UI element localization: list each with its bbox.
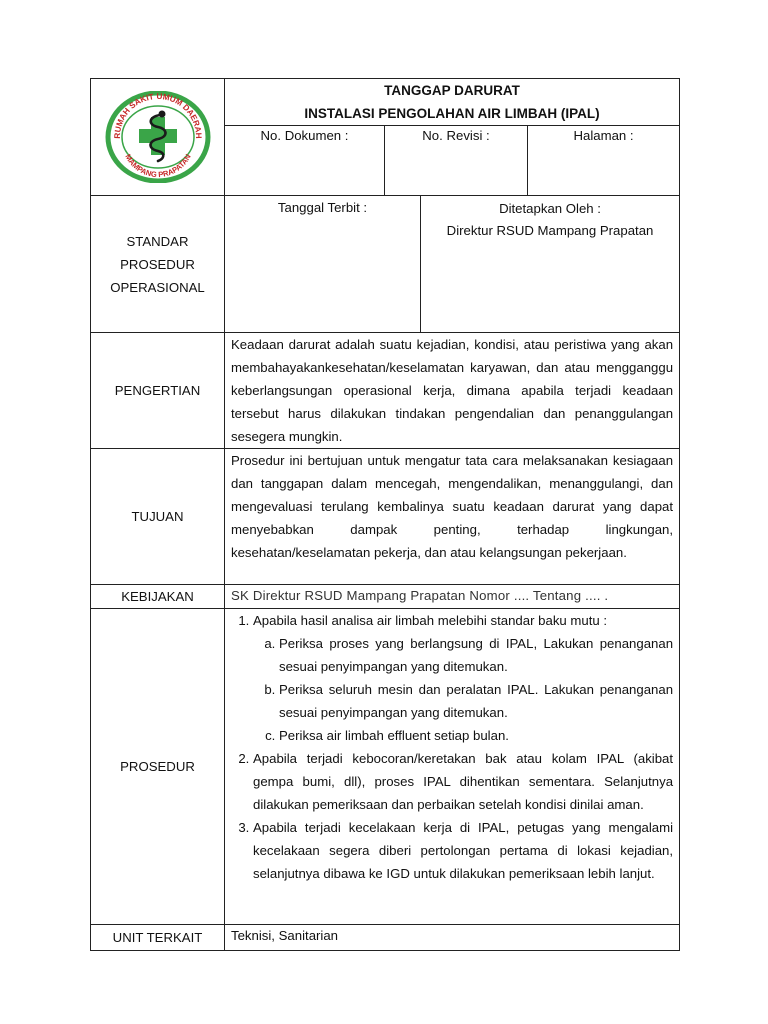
prosedur-step-1 [253,609,673,747]
sop-label-line2: PROSEDUR [120,256,195,272]
prosedur-step-1a: a. Periksa proses yang berlangsung di IPAL, Lakukan penanganan sesuai penyimpangan yang ditemukan. [279,632,673,678]
tanggal-terbit-cell [225,196,421,333]
ditetapkan-cell [421,196,680,333]
prosedur-step-1b: b. Periksa seluruh mesin dan peralatan IPAL. Lakukan penanganan sesuai penyimpangan yang ditemukan. [279,678,673,724]
tujuan-label: TUJUAN [131,509,184,524]
prosedur-step-3: 3. Apabila terjadi kecelakaan kerja di IPAL, petugas yang mengalami kecelakaan segera diberi pertolongan pertama di lokasi kejadian, selanjutnya dibawa ke IGD untuk dilakukan pemeriksaan lebih lanjut. [253,816,673,885]
unit-terkait-label-cell [91,925,225,951]
unit-terkait-label: UNIT TERKAIT [112,930,203,945]
hospital-logo [104,91,212,183]
no-revisi-cell [385,126,528,196]
prosedur-label: PROSEDUR [120,759,195,774]
pengertian-text: Keadaan darurat adalah suatu kejadian, kondisi, atau peristiwa yang akan membahayakankesehatan/keselamatan karyawan, dan atau mengganggu keberlangsungan operasional kerja, dimana apabila terjadi keadaan tersebut harus dilakukan tindakan pengendalian dan penanggulangan sesegera mungkin. [225,333,680,449]
hospital-logo-cell [91,79,225,196]
tanggal-terbit-label: Tanggal Terbit : [277,200,368,215]
document-title-cell [225,79,680,126]
ditetapkan-oleh-label: Ditetapkan Oleh : [499,201,601,216]
unit-terkait-text: Teknisi, Sanitarian [225,925,680,951]
no-dokumen-label: No. Dokumen : [260,128,349,143]
prosedur-step-1-text: Apabila hasil analisa air limbah melebihi standar baku mutu : [253,613,608,628]
kebijakan-label-cell [91,585,225,609]
document-title-line2: INSTALASI PENGOLAHAN AIR LIMBAH (IPAL) [304,106,600,121]
prosedur-step-1c: c. Periksa air limbah effluent setiap bulan. [279,724,673,747]
pengertian-label-cell [91,333,225,449]
sop-label-line1: STANDAR [126,233,189,249]
kebijakan-text: SK Direktur RSUD Mampang Prapatan Nomor .... Tentang .... . [225,585,680,609]
logo-arc-bottom-text: MAMPANG PRAPATAN [122,152,193,180]
prosedur-step-2: 2. Apabila terjadi kebocoran/keretakan bak atau kolam IPAL (akibat gempa bumi, dll), proses IPAL dihentikan sementara. Selanjutnya dilakukan pemeriksaan dan perbaikan setelah kondisi dinilai aman. [253,747,673,816]
kebijakan-label: KEBIJAKAN [121,589,194,604]
prosedur-content [225,609,680,925]
prosedur-label-cell [91,609,225,925]
no-dokumen-cell [225,126,385,196]
no-revisi-label: No. Revisi : [422,128,490,143]
direktur-name: Direktur RSUD Mampang Prapatan [446,223,654,238]
pengertian-label: PENGERTIAN [114,383,201,398]
prosedur-step-1-sublist [253,632,673,747]
logo-arc-top-text: RUMAH SAKIT UMUM DAERAH [112,91,203,139]
tujuan-label-cell [91,449,225,585]
sop-label-line3: OPERASIONAL [110,279,205,295]
halaman-cell [528,126,680,196]
prosedur-list [231,609,673,885]
sop-label-cell [91,196,225,333]
document-title-line1: TANGGAP DARURAT [384,83,520,98]
tujuan-text: Prosedur ini bertujuan untuk mengatur tata cara melaksanakan kesiagaan dan tanggapan dalam mencegah, mengendalikan, menanggulangi, dan mengevaluasi terulang kembalinya suatu keadaan darurat yang dapat menyebabkan dampak penting, terhadap lingkungan, kesehatan/keselamatan pekerja, dan atau kelangsungan pekerjaan. [225,449,680,585]
sop-table [90,78,680,951]
halaman-label: Halaman : [573,128,634,143]
